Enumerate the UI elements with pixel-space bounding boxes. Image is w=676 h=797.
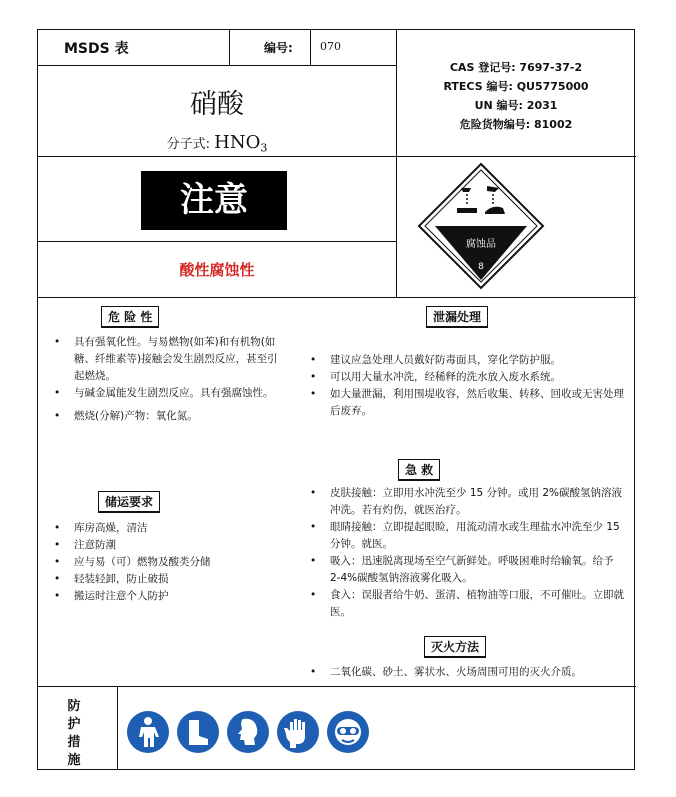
list-item: • 眼睛接触：立即提起眼睑，用流动清水或生理盐水冲洗至少 15 分钟。就医。: [308, 519, 626, 553]
protective-suit-icon: [127, 711, 169, 753]
rtecs-number: RTECS 编号: QU5775000: [443, 80, 589, 93]
chemical-name: 硝酸: [190, 89, 244, 120]
list-item: • 吸入：迅速脱离现场至空气新鲜处。呼吸困难时给输氧。给予 2-4%碳酸氢钠溶液雾化吸入。: [308, 553, 626, 587]
divider: [38, 686, 636, 687]
danger-list: [52, 334, 288, 425]
list-item: • 具有强氧化性。与易燃物(如苯)和有机物(如糖、纤维素等)接触会发生剧烈反应，甚至引起燃烧。: [52, 334, 288, 385]
divider: [38, 241, 396, 242]
protection-label: 防 护 措 施: [67, 699, 81, 768]
first-aid-title: 急 救: [398, 459, 440, 481]
fire-list: [308, 664, 626, 681]
msds-sheet: [37, 29, 635, 770]
signal-word: 注意: [141, 171, 287, 230]
list-item: • 轻装轻卸，防止破损: [52, 571, 292, 588]
storage-list: [52, 520, 292, 605]
danger-title: 危 险 性: [101, 306, 159, 328]
formula-label: 分子式:: [166, 137, 211, 152]
goggles-icon: [327, 711, 369, 753]
leak-list: [308, 352, 626, 420]
divider: [310, 30, 311, 65]
list-item: • 食入：误服者给牛奶、蛋清、植物油等口服，不可催吐。立即就医。: [308, 587, 626, 621]
list-item: • 可以用大量水冲洗，经稀释的洗水放入废水系统。: [308, 369, 626, 386]
safety-boots-icon: [177, 711, 219, 753]
divider: [117, 686, 118, 769]
list-item: • 皮肤接触：立即用水冲洗至少 15 分钟。或用 2%碳酸氢钠溶液冲洗。若有灼伤，就医治疗。: [308, 485, 626, 519]
number-label: 编号:: [264, 41, 293, 55]
list-item: • 如大量泄漏，利用围堤收容，然后收集、转移、回收或无害处理后废弃。: [308, 386, 626, 420]
dangerous-goods-number: 危险货物编号: 81002: [459, 118, 573, 131]
list-item: • 搬运时注意个人防护: [52, 588, 292, 605]
leak-title: 泄漏处理: [426, 306, 488, 328]
cas-number: CAS 登记号: 7697-37-2: [449, 61, 583, 74]
gloves-icon: [277, 711, 319, 753]
formula-subscript: 3: [260, 141, 268, 155]
list-item: • 应与易（可）燃物及酸类分储: [52, 554, 292, 571]
list-item: • 注意防潮: [52, 537, 292, 554]
list-item: • 与碱金属能发生剧烈反应。具有强腐蚀性。: [52, 385, 288, 402]
pictogram-label: 腐蚀品: [466, 239, 496, 250]
molecular-formula: [38, 132, 396, 155]
identifiers-block: [396, 58, 636, 134]
divider: [38, 65, 396, 66]
pictogram-number: 8: [478, 262, 484, 272]
divider: [38, 297, 636, 298]
formula-main: HNO: [214, 132, 261, 153]
fire-title: 灭火方法: [424, 636, 486, 658]
divider: [229, 30, 230, 65]
hazard-class: 酸性腐蚀性: [179, 261, 255, 279]
divider: [38, 156, 636, 157]
un-number: UN 编号: 2031: [474, 99, 558, 112]
number-value: 070: [320, 40, 341, 53]
msds-title: MSDS 表: [64, 41, 129, 57]
storage-title: 储运要求: [98, 491, 160, 513]
list-item: • 建议应急处理人员戴好防毒面具，穿化学防护服。: [308, 352, 626, 369]
respirator-icon: [227, 711, 269, 753]
first-aid-list: [308, 485, 626, 621]
list-item: • 库房高燥，清洁: [52, 520, 292, 537]
list-item: • 燃烧(分解)产物：氧化氮。: [52, 408, 288, 425]
list-item: • 二氧化碳、砂土、雾状水、火场周围可用的灭火介质。: [308, 664, 626, 681]
